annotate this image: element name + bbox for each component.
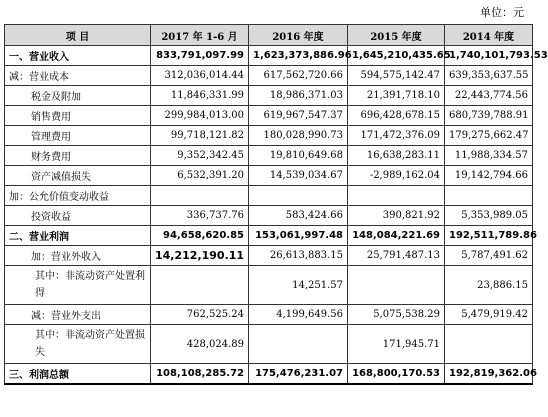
- cell-value: 192,511,789.86: [445, 226, 533, 246]
- cell-value: -2,989,162.04: [348, 166, 445, 186]
- cell-value: 153,061,997.48: [249, 226, 348, 246]
- row-label: 减：营业外支出: [5, 305, 151, 325]
- row-operating-revenue: [5, 46, 533, 66]
- cell-value: [249, 186, 348, 206]
- cell-value: 594,575,142.47: [348, 66, 445, 86]
- cell-value: 14,539,034.67: [249, 166, 348, 186]
- cell-value: 4,199,649.56: [249, 305, 348, 325]
- cell-value: 5,787,491.62: [445, 246, 533, 266]
- row-total-profit: [5, 364, 533, 385]
- cell-value: [249, 325, 348, 364]
- cell-value: 168,800,170.53: [348, 364, 445, 385]
- row-operating-cost: [5, 66, 533, 86]
- header-2016: 2016 年度: [249, 25, 348, 46]
- cell-value: 583,424.66: [249, 206, 348, 226]
- row-label: 财务费用: [5, 146, 151, 166]
- cell-value: 21,391,718.10: [348, 86, 445, 106]
- row-selling-expenses: [5, 106, 533, 126]
- cell-value: [445, 325, 533, 364]
- cell-value: 175,476,231.07: [249, 364, 348, 385]
- row-label: 投资收益: [5, 206, 151, 226]
- row-label: 一、营业收入: [5, 46, 151, 66]
- header-2017h1: 2017 年 1-6 月: [151, 25, 249, 46]
- row-taxes-surcharges: [5, 86, 533, 106]
- cell-value: 5,479,919.42: [445, 305, 533, 325]
- cell-value: 617,562,720.66: [249, 66, 348, 86]
- row-label: 三、利润总额: [5, 364, 151, 385]
- cell-value: 16,638,283.11: [348, 146, 445, 166]
- cell-value: 390,821.92: [348, 206, 445, 226]
- row-label: 管理费用: [5, 126, 151, 146]
- cell-value: 9,352,342.45: [151, 146, 249, 166]
- cell-value: 18,986,371.03: [249, 86, 348, 106]
- cell-value: 94,658,620.85: [151, 226, 249, 246]
- row-non-operating-expense: [5, 305, 533, 325]
- cell-value: 99,718,121.82: [151, 126, 249, 146]
- cell-value: 680,739,788.91: [445, 106, 533, 126]
- row-label: 加：营业外收入: [5, 246, 151, 266]
- cell-value: 179,275,662.47: [445, 126, 533, 146]
- cell-value: 14,212,190.11: [151, 246, 249, 266]
- cell-value: 25,791,487.13: [348, 246, 445, 266]
- row-non-operating-income: [5, 246, 533, 266]
- cell-value: 619,967,547.37: [249, 106, 348, 126]
- cell-value: 5,075,538.29: [348, 305, 445, 325]
- row-disposal-gain: [5, 266, 533, 305]
- header-row: [5, 25, 533, 46]
- cell-value: 299,984,013.00: [151, 106, 249, 126]
- row-investment-income: [5, 206, 533, 226]
- cell-value: 312,036,014.44: [151, 66, 249, 86]
- cell-value: 171,945.71: [348, 325, 445, 364]
- cell-value: 11,988,334.57: [445, 146, 533, 166]
- cell-value: 180,028,990.73: [249, 126, 348, 146]
- cell-value: 14,251.57: [249, 266, 348, 305]
- header-2014: 2014 年度: [445, 25, 533, 46]
- row-label: [5, 325, 151, 364]
- cell-value: 6,532,391.20: [151, 166, 249, 186]
- row-label: 资产减值损失: [5, 166, 151, 186]
- row-disposal-loss: [5, 325, 533, 364]
- cell-value: [445, 186, 533, 206]
- row-label: [5, 266, 151, 305]
- row-finance-expenses: [5, 146, 533, 166]
- cell-value: 26,613,883.15: [249, 246, 348, 266]
- row-label: 销售费用: [5, 106, 151, 126]
- row-label: 税金及附加: [5, 86, 151, 106]
- unit-label: 单位：元: [480, 6, 524, 19]
- cell-value: 762,525.24: [151, 305, 249, 325]
- cell-value: 1,740,101,793.53: [445, 46, 533, 66]
- row-label-text: 其中：非流动资产处置利得: [35, 271, 145, 299]
- cell-value: 23,886.15: [445, 266, 533, 305]
- row-asset-impairment: [5, 166, 533, 186]
- cell-value: [151, 186, 249, 206]
- cell-value: 696,428,678.15: [348, 106, 445, 126]
- cell-value: 336,737.76: [151, 206, 249, 226]
- cell-value: 639,353,637.55: [445, 66, 533, 86]
- cell-value: 1,645,210,435.65: [348, 46, 445, 66]
- cell-value: 192,819,362.06: [445, 364, 533, 385]
- header-item: 项 目: [5, 25, 151, 46]
- cell-value: 5,353,989.05: [445, 206, 533, 226]
- row-label: 二、营业利润: [5, 226, 151, 246]
- cell-value: 19,810,649.68: [249, 146, 348, 166]
- header-2015: 2015 年度: [348, 25, 445, 46]
- cell-value: 22,443,774.56: [445, 86, 533, 106]
- row-fair-value-gain: [5, 186, 533, 206]
- row-label-text: 其中：非流动资产处置损失: [35, 330, 145, 358]
- cell-value: [348, 266, 445, 305]
- cell-value: 428,024.89: [151, 325, 249, 364]
- row-label: 加：公允价值变动收益: [5, 186, 151, 206]
- cell-value: 833,791,097.99: [151, 46, 249, 66]
- cell-value: [151, 266, 249, 305]
- row-label: 减：营业成本: [5, 66, 151, 86]
- cell-value: [348, 186, 445, 206]
- cell-value: 11,846,331.99: [151, 86, 249, 106]
- cell-value: 171,472,376.09: [348, 126, 445, 146]
- cell-value: 19,142,794.66: [445, 166, 533, 186]
- income-statement-table: [4, 24, 548, 385]
- cell-value: 148,084,221.69: [348, 226, 445, 246]
- row-operating-profit: [5, 226, 533, 246]
- cell-value: 108,108,285.72: [151, 364, 249, 385]
- row-admin-expenses: [5, 126, 533, 146]
- cell-value: 1,623,373,886.96: [249, 46, 348, 66]
